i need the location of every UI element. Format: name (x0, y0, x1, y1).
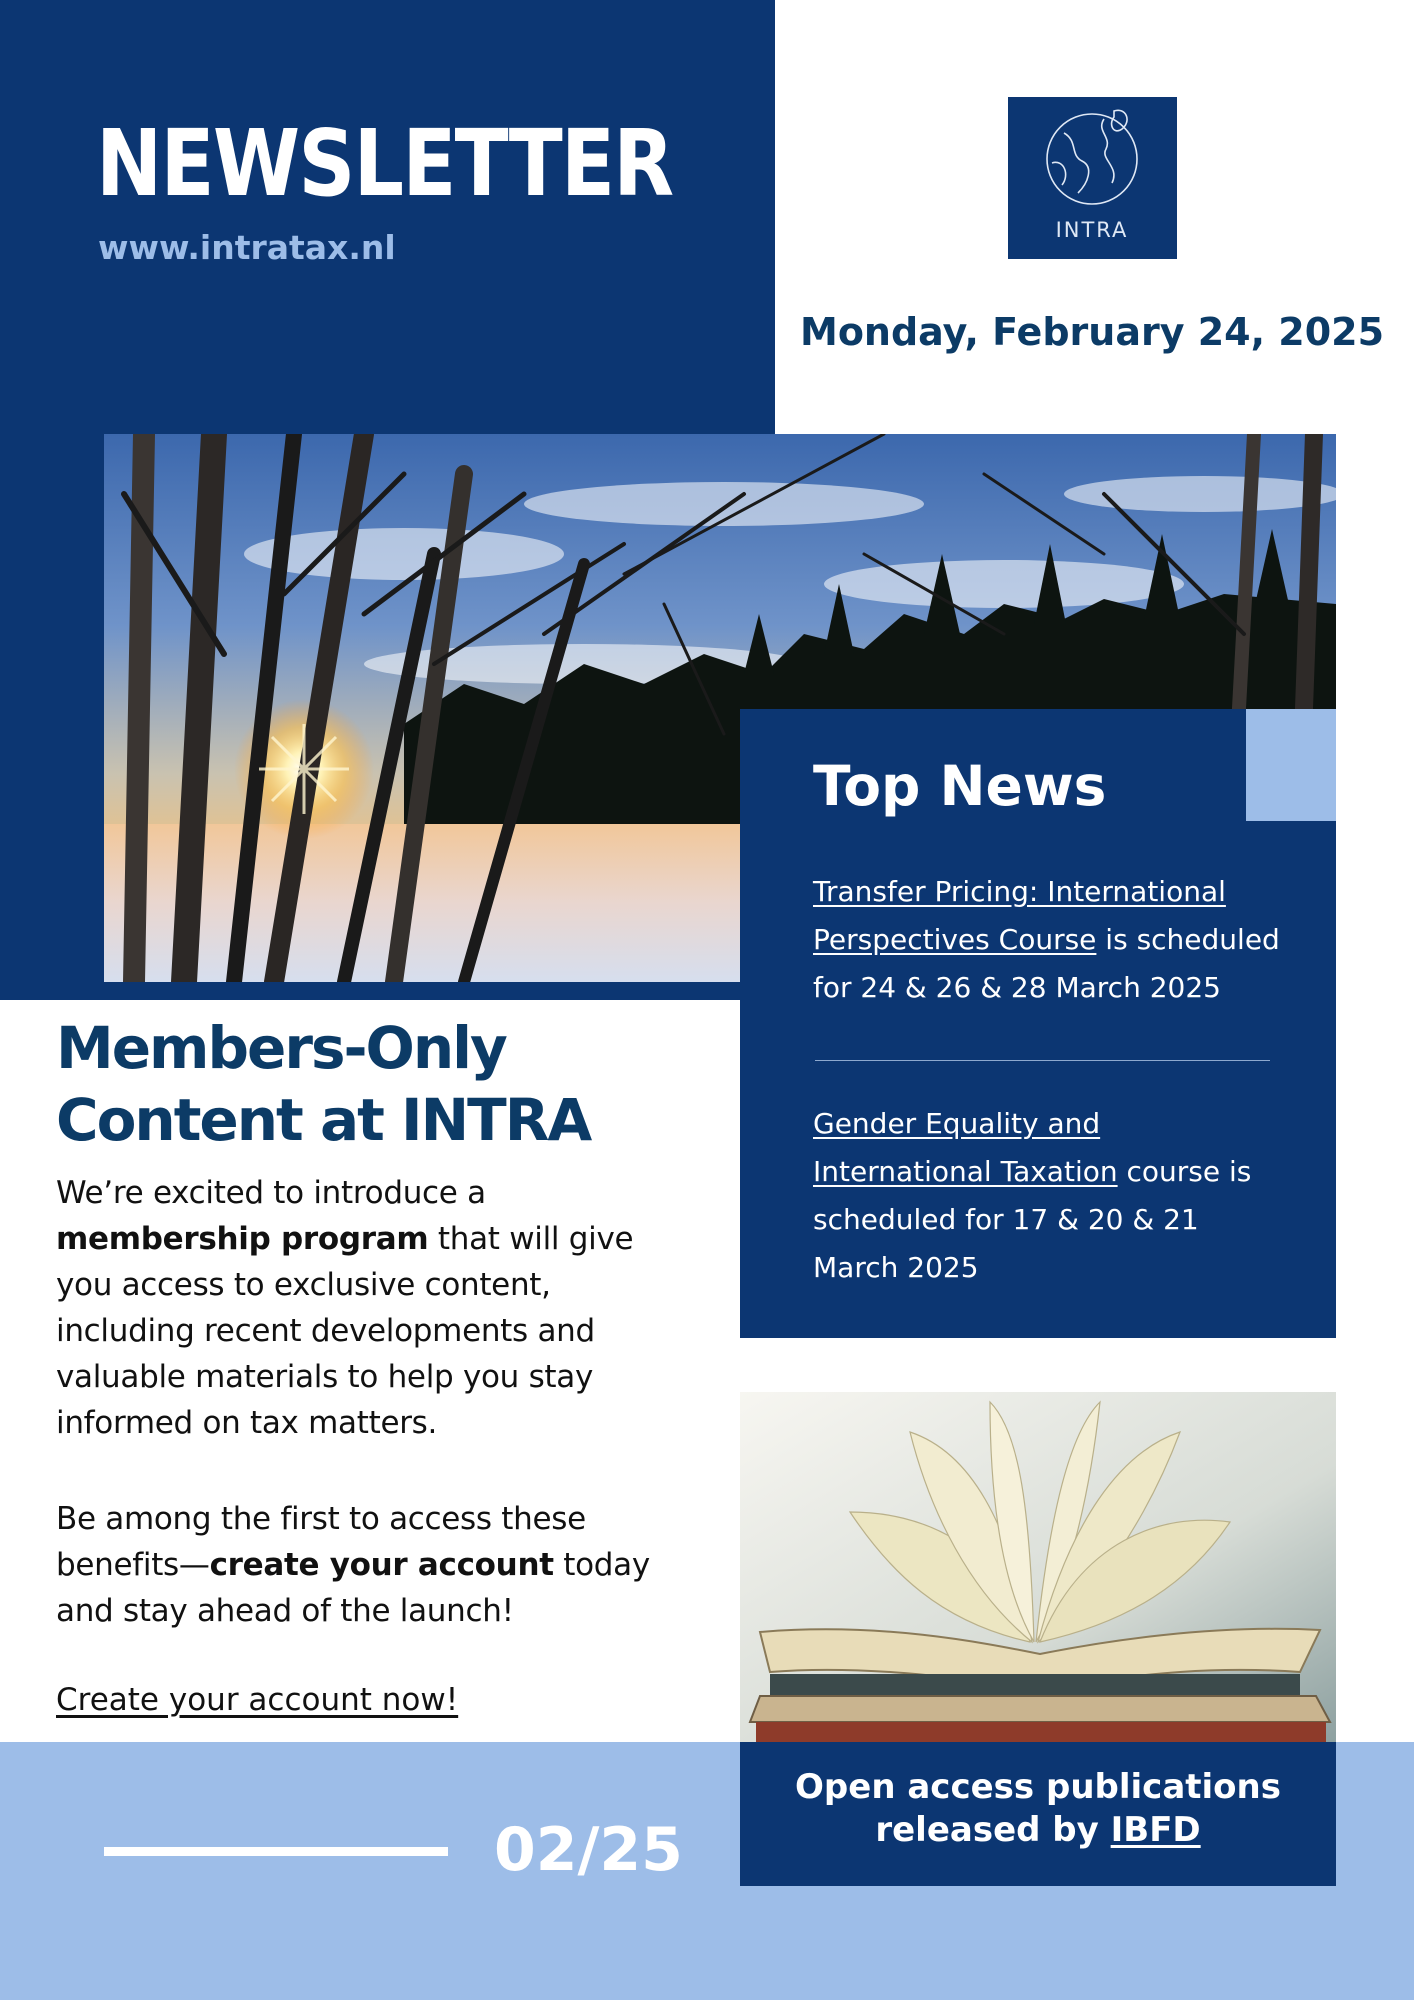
members-heading (56, 1012, 696, 1156)
intra-logo (1008, 97, 1177, 259)
top-news-accent (1246, 709, 1336, 821)
open-books-illustration (740, 1392, 1336, 1744)
text: Be among the first to access these benefits— (56, 1501, 586, 1583)
open-books-photo (740, 1392, 1336, 1744)
members-paragraph-1 (56, 1170, 696, 1446)
ibfd-link[interactable]: IBFD (1110, 1810, 1201, 1850)
members-paragraph-2 (56, 1496, 696, 1634)
newsletter-title: NEWSLETTER (96, 110, 673, 217)
news-divider (815, 1060, 1270, 1061)
members-heading-line1: Members-Only (56, 1014, 506, 1082)
website-link[interactable]: www.intratax.nl (98, 228, 396, 267)
logo-text: INTRA (1055, 218, 1129, 242)
gender-equality-link[interactable]: Gender Equality and International Taxation (813, 1107, 1118, 1188)
text: that will give you access to exclusive content, including recent developments and valuable materials to help you stay informed on tax matters. (56, 1221, 634, 1441)
issue-date: Monday, February 24, 2025 (800, 310, 1385, 354)
publications-panel (740, 1742, 1336, 1886)
footer-rule (104, 1847, 448, 1856)
text: released by (875, 1810, 1111, 1850)
create-account-emphasis: create your account (209, 1547, 554, 1583)
text: We’re excited to introduce a (56, 1175, 486, 1211)
publications-line1: Open access publications (795, 1767, 1281, 1807)
globe-logo-icon (1008, 97, 1177, 259)
publications-line2 (740, 1809, 1336, 1852)
create-account-link[interactable]: Create your account now! (56, 1682, 459, 1718)
news-item-text: course is scheduled for 17 & 20 & 21 March 2025 (813, 1155, 1252, 1284)
page-number: 02/25 (494, 1815, 683, 1885)
membership-program-emphasis: membership program (56, 1221, 429, 1257)
news-item-gender-equality (813, 1100, 1283, 1292)
news-item-text: is scheduled for 24 & 26 & 28 March 2025 (813, 923, 1280, 1004)
members-heading-line2: Content at INTRA (56, 1086, 591, 1154)
transfer-pricing-link[interactable]: Transfer Pricing: International Perspectives Course (813, 875, 1226, 956)
top-news-heading: Top News (813, 754, 1107, 818)
news-item-transfer-pricing (813, 868, 1283, 1012)
text: today and stay ahead of the launch! (56, 1547, 650, 1629)
